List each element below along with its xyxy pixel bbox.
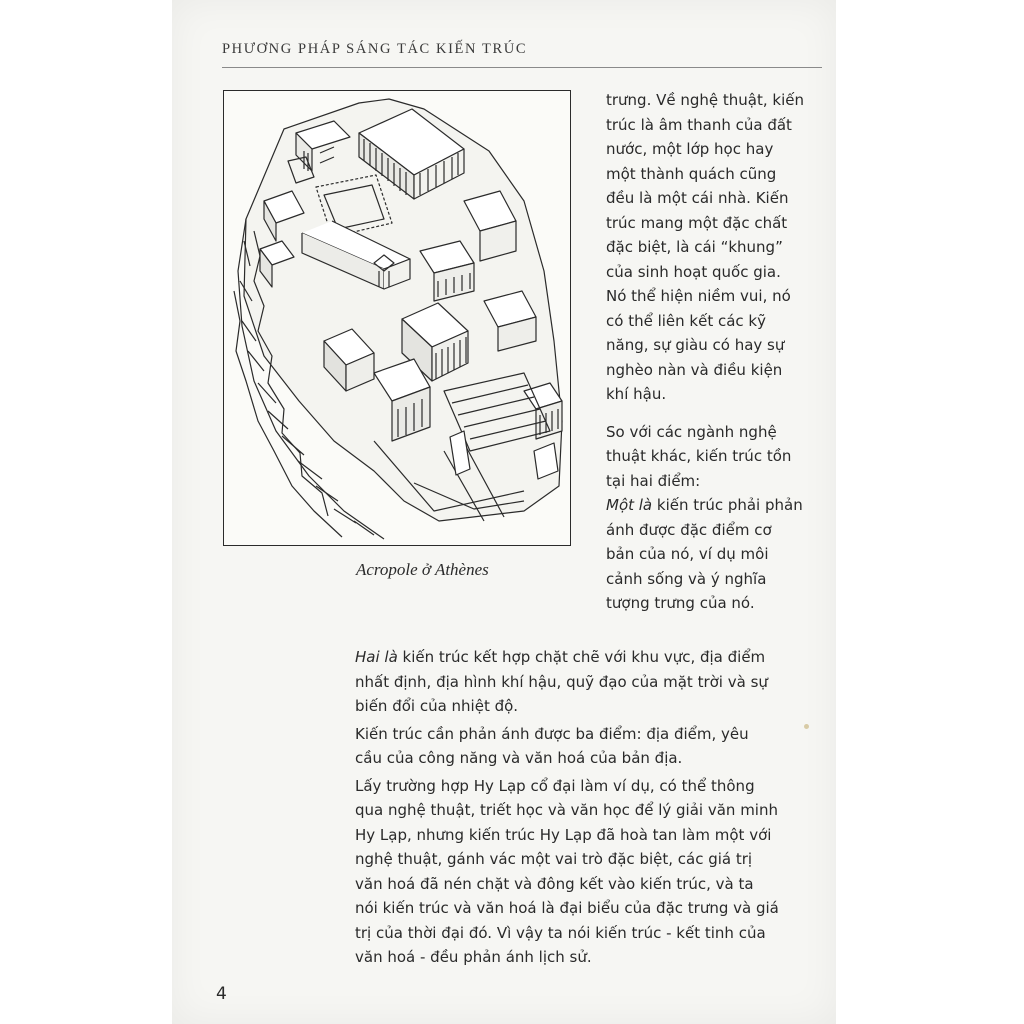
- point-one-first-line: kiến trúc phải phản: [652, 496, 803, 514]
- page-number: 4: [216, 984, 227, 1004]
- text-line: qua nghệ thuật, triết học và văn học để lý giải văn minh: [355, 801, 778, 819]
- point-two-label: Hai là: [355, 648, 398, 666]
- text-line: tượng trưng của nó.: [606, 594, 755, 612]
- text-line: Hy Lạp, nhưng kiến trúc Hy Lạp đã hoà tan làm một với: [355, 825, 772, 844]
- side-paragraph-point-one: [606, 493, 832, 616]
- text-line: trúc là âm thanh của đất: [606, 115, 792, 134]
- text-line: Nó thể hiện niềm vui, nó: [606, 287, 791, 305]
- paper-speck: [804, 724, 809, 729]
- text-line: một thành quách cũng: [606, 164, 777, 183]
- text-line: trị của thời đại đó. Vì vậy ta nói kiến trúc - kết tinh của: [355, 923, 766, 942]
- text-line: Kiến trúc cần phản ánh được ba điểm: địa điểm, yêu: [355, 724, 749, 743]
- text-line: cảnh sống và ý nghĩa: [606, 569, 767, 588]
- text-line: khí hậu.: [606, 385, 667, 403]
- figure-caption: Acropole ở Athènes: [356, 560, 489, 579]
- text-line: nghèo nàn và điều kiện: [606, 360, 783, 379]
- text-line: [606, 493, 832, 518]
- text-line: biến đổi của nhiệt độ.: [355, 697, 519, 715]
- main-paragraph-four: [355, 774, 825, 970]
- text-line: đặc biệt, là cái “khung”: [606, 238, 783, 256]
- acropolis-drawing: [224, 91, 569, 544]
- text-line: đều là một cái nhà. Kiến: [606, 189, 789, 207]
- side-column-text: [606, 88, 832, 616]
- text-line: văn hoá - đều phản ánh lịch sử.: [355, 948, 592, 966]
- text-line: có thể liên kết các kỹ: [606, 311, 766, 330]
- text-line: văn hoá đã nén chặt và đông kết vào kiến trúc, và ta: [355, 874, 754, 893]
- text-line: So với các ngành nghệ: [606, 422, 777, 441]
- header-rule: [222, 67, 822, 68]
- text-line: nhất định, địa hình khí hậu, quỹ đạo của mặt trời và sự: [355, 672, 768, 691]
- point-one-label: Một là: [606, 496, 653, 514]
- text-line: của sinh hoạt quốc gia.: [606, 262, 781, 281]
- text-line: bản của nó, ví dụ môi: [606, 545, 769, 563]
- running-title: PHƯƠNG PHÁP SÁNG TÁC KIẾN TRÚC: [222, 41, 528, 57]
- text-line: Lấy trường hợp Hy Lạp cổ đại làm ví dụ, có thể thông: [355, 776, 755, 795]
- acropolis-illustration: [223, 90, 571, 546]
- text-line: [355, 645, 825, 670]
- text-line: trúc mang một đặc chất: [606, 213, 788, 232]
- text-line: nước, một lớp học hay: [606, 140, 774, 158]
- text-line: nghệ thuật, gánh vác một vai trò đặc biệt, các giá trị: [355, 850, 753, 868]
- main-paragraph-three: [355, 722, 825, 771]
- text-line: tại hai điểm:: [606, 471, 701, 490]
- text-line: thuật khác, kiến trúc tồn: [606, 447, 792, 465]
- text-line: nói kiến trúc và văn hoá là đại biểu của đặc trưng và giá: [355, 899, 779, 917]
- main-column-text: [355, 645, 825, 973]
- text-line: trưng. Về nghệ thuật, kiến: [606, 91, 805, 109]
- side-paragraph-1: [606, 88, 832, 407]
- text-line: ánh được đặc điểm cơ: [606, 520, 772, 539]
- point-two-first-line: kiến trúc kết hợp chặt chẽ với khu vực, địa điểm: [397, 648, 766, 666]
- side-paragraph-2: [606, 420, 832, 494]
- main-paragraph-point-two: [355, 645, 825, 719]
- text-line: cầu của công năng và văn hoá của bản địa.: [355, 749, 683, 767]
- text-line: năng, sự giàu có hay sự: [606, 336, 785, 354]
